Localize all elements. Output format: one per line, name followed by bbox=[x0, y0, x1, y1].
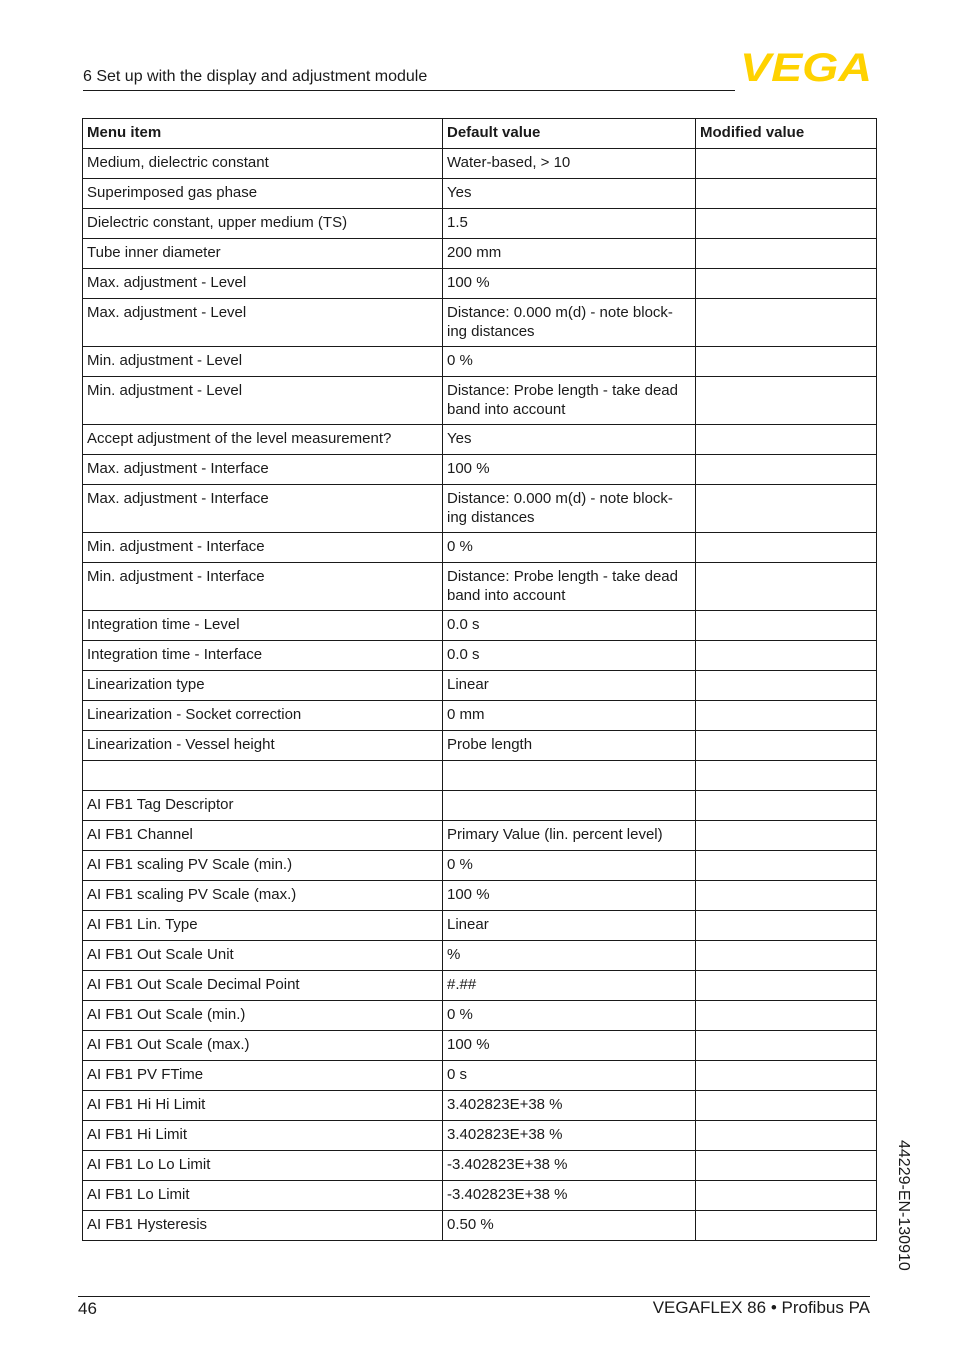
default-value-cell: -3.402823E+38 % bbox=[443, 1181, 696, 1211]
table-row bbox=[83, 1001, 877, 1031]
table-header-row bbox=[83, 119, 877, 149]
default-value-cell: % bbox=[443, 941, 696, 971]
default-value-cell: Distance: 0.000 m(d) - note block-ing distances bbox=[443, 485, 696, 533]
menu-item-cell: Min. adjustment - Level bbox=[83, 377, 443, 425]
table-row bbox=[83, 611, 877, 641]
table-row bbox=[83, 851, 877, 881]
modified-value-cell bbox=[696, 1151, 877, 1181]
default-value-cell: 0.0 s bbox=[443, 641, 696, 671]
table-row bbox=[83, 239, 877, 269]
document-code: 44229-EN-130910 bbox=[895, 1140, 912, 1271]
vega-logo bbox=[740, 50, 874, 84]
modified-value-cell bbox=[696, 1211, 877, 1241]
default-value-cell: Linear bbox=[443, 671, 696, 701]
menu-item-cell: AI FB1 Out Scale Unit bbox=[83, 941, 443, 971]
table-row bbox=[83, 377, 877, 425]
menu-item-cell: Accept adjustment of the level measurement? bbox=[83, 425, 443, 455]
default-value-cell: 0.50 % bbox=[443, 1211, 696, 1241]
modified-value-cell bbox=[696, 731, 877, 761]
default-value-cell: 3.402823E+38 % bbox=[443, 1091, 696, 1121]
menu-item-cell: Integration time - Interface bbox=[83, 641, 443, 671]
menu-item-cell: AI FB1 Lo Lo Limit bbox=[83, 1151, 443, 1181]
menu-item-cell: AI FB1 scaling PV Scale (max.) bbox=[83, 881, 443, 911]
menu-item-cell: Medium, dielectric constant bbox=[83, 149, 443, 179]
menu-item-cell: Tube inner diameter bbox=[83, 239, 443, 269]
modified-value-cell bbox=[696, 701, 877, 731]
default-value-cell: 0.0 s bbox=[443, 611, 696, 641]
modified-value-cell bbox=[696, 455, 877, 485]
modified-value-cell bbox=[696, 1061, 877, 1091]
modified-value-cell bbox=[696, 179, 877, 209]
menu-item-cell: Min. adjustment - Interface bbox=[83, 563, 443, 611]
modified-value-cell bbox=[696, 671, 877, 701]
table-row bbox=[83, 269, 877, 299]
footer-divider bbox=[78, 1296, 870, 1297]
menu-item-cell: AI FB1 Hysteresis bbox=[83, 1211, 443, 1241]
table-row bbox=[83, 1091, 877, 1121]
modified-value-cell bbox=[696, 821, 877, 851]
page-number: 46 bbox=[78, 1299, 97, 1318]
column-header-menu-item: Menu item bbox=[83, 119, 443, 149]
table-row bbox=[83, 149, 877, 179]
modified-value-cell bbox=[696, 1091, 877, 1121]
table-row bbox=[83, 179, 877, 209]
modified-value-cell bbox=[696, 851, 877, 881]
modified-value-cell bbox=[696, 209, 877, 239]
default-value-cell: Distance: 0.000 m(d) - note block-ing distances bbox=[443, 299, 696, 347]
menu-item-cell: Max. adjustment - Level bbox=[83, 269, 443, 299]
menu-item-cell: AI FB1 Out Scale Decimal Point bbox=[83, 971, 443, 1001]
table-row bbox=[83, 425, 877, 455]
modified-value-cell bbox=[696, 377, 877, 425]
menu-item-cell: Integration time - Level bbox=[83, 611, 443, 641]
menu-item-cell: Linearization type bbox=[83, 671, 443, 701]
parameter-table bbox=[82, 118, 877, 1241]
default-value-cell: 3.402823E+38 % bbox=[443, 1121, 696, 1151]
table-row bbox=[83, 1061, 877, 1091]
default-value-cell: Probe length bbox=[443, 731, 696, 761]
menu-item-cell: Dielectric constant, upper medium (TS) bbox=[83, 209, 443, 239]
default-value-cell: #.## bbox=[443, 971, 696, 1001]
modified-value-cell bbox=[696, 941, 877, 971]
default-value-cell: 100 % bbox=[443, 455, 696, 485]
menu-item-cell: AI FB1 scaling PV Scale (min.) bbox=[83, 851, 443, 881]
table-row bbox=[83, 731, 877, 761]
table-row bbox=[83, 299, 877, 347]
modified-value-cell bbox=[696, 791, 877, 821]
modified-value-cell bbox=[696, 971, 877, 1001]
default-value-cell: 1.5 bbox=[443, 209, 696, 239]
logo-wordmark: VEGA bbox=[740, 50, 872, 84]
footer-product-name: VEGAFLEX 86 • Profibus PA bbox=[652, 1298, 870, 1317]
menu-item-cell: AI FB1 Lin. Type bbox=[83, 911, 443, 941]
menu-item-cell: AI FB1 Hi Limit bbox=[83, 1121, 443, 1151]
table-row bbox=[83, 1181, 877, 1211]
default-value-cell: 100 % bbox=[443, 881, 696, 911]
menu-item-cell: Max. adjustment - Interface bbox=[83, 485, 443, 533]
modified-value-cell bbox=[696, 761, 877, 791]
table-row bbox=[83, 1121, 877, 1151]
menu-item-cell: Superimposed gas phase bbox=[83, 179, 443, 209]
default-value-cell: 0 % bbox=[443, 851, 696, 881]
modified-value-cell bbox=[696, 1001, 877, 1031]
default-value-cell: 0 % bbox=[443, 533, 696, 563]
table-row bbox=[83, 563, 877, 611]
table-row bbox=[83, 821, 877, 851]
table-row bbox=[83, 761, 877, 791]
header-divider bbox=[83, 90, 735, 91]
modified-value-cell bbox=[696, 347, 877, 377]
modified-value-cell bbox=[696, 425, 877, 455]
menu-item-cell: Linearization - Vessel height bbox=[83, 731, 443, 761]
table-row bbox=[83, 701, 877, 731]
default-value-cell: 100 % bbox=[443, 269, 696, 299]
modified-value-cell bbox=[696, 485, 877, 533]
modified-value-cell bbox=[696, 563, 877, 611]
modified-value-cell bbox=[696, 1031, 877, 1061]
table-row bbox=[83, 485, 877, 533]
default-value-cell: 0 s bbox=[443, 1061, 696, 1091]
default-value-cell: 200 mm bbox=[443, 239, 696, 269]
table-row bbox=[83, 941, 877, 971]
table-row bbox=[83, 209, 877, 239]
modified-value-cell bbox=[696, 881, 877, 911]
menu-item-cell: AI FB1 Out Scale (min.) bbox=[83, 1001, 443, 1031]
menu-item-cell: AI FB1 Channel bbox=[83, 821, 443, 851]
default-value-cell: 0 mm bbox=[443, 701, 696, 731]
menu-item-cell: AI FB1 PV FTime bbox=[83, 1061, 443, 1091]
default-value-cell: 0 % bbox=[443, 347, 696, 377]
section-title: 6 Set up with the display and adjustment module bbox=[83, 68, 428, 85]
table-row bbox=[83, 347, 877, 377]
column-header-modified-value: Modified value bbox=[696, 119, 877, 149]
menu-item-cell: Max. adjustment - Level bbox=[83, 299, 443, 347]
menu-item-cell: AI FB1 Hi Hi Limit bbox=[83, 1091, 443, 1121]
default-value-cell: Yes bbox=[443, 425, 696, 455]
default-value-cell: Linear bbox=[443, 911, 696, 941]
modified-value-cell bbox=[696, 533, 877, 563]
default-value-cell: -3.402823E+38 % bbox=[443, 1151, 696, 1181]
modified-value-cell bbox=[696, 911, 877, 941]
modified-value-cell bbox=[696, 1181, 877, 1211]
modified-value-cell bbox=[696, 1121, 877, 1151]
table-row bbox=[83, 911, 877, 941]
menu-item-cell: Min. adjustment - Level bbox=[83, 347, 443, 377]
default-value-cell: Yes bbox=[443, 179, 696, 209]
modified-value-cell bbox=[696, 239, 877, 269]
table-row bbox=[83, 671, 877, 701]
modified-value-cell bbox=[696, 299, 877, 347]
menu-item-cell: Linearization - Socket correction bbox=[83, 701, 443, 731]
table-row bbox=[83, 533, 877, 563]
table-row bbox=[83, 791, 877, 821]
modified-value-cell bbox=[696, 269, 877, 299]
menu-item-cell: AI FB1 Out Scale (max.) bbox=[83, 1031, 443, 1061]
default-value-cell bbox=[443, 761, 696, 791]
modified-value-cell bbox=[696, 611, 877, 641]
table-row bbox=[83, 971, 877, 1001]
default-value-cell bbox=[443, 791, 696, 821]
modified-value-cell bbox=[696, 641, 877, 671]
menu-item-cell: Max. adjustment - Interface bbox=[83, 455, 443, 485]
column-header-default-value: Default value bbox=[443, 119, 696, 149]
default-value-cell: Primary Value (lin. percent level) bbox=[443, 821, 696, 851]
table-row bbox=[83, 641, 877, 671]
default-value-cell: Distance: Probe length - take dead band into account bbox=[443, 377, 696, 425]
table-row bbox=[83, 1031, 877, 1061]
modified-value-cell bbox=[696, 149, 877, 179]
menu-item-cell: AI FB1 Tag Descriptor bbox=[83, 791, 443, 821]
table-row bbox=[83, 1151, 877, 1181]
default-value-cell: 0 % bbox=[443, 1001, 696, 1031]
default-value-cell: Water-based, > 10 bbox=[443, 149, 696, 179]
menu-item-cell: AI FB1 Lo Limit bbox=[83, 1181, 443, 1211]
default-value-cell: 100 % bbox=[443, 1031, 696, 1061]
table-row bbox=[83, 1211, 877, 1241]
default-value-cell: Distance: Probe length - take dead band into account bbox=[443, 563, 696, 611]
table-body bbox=[83, 149, 877, 1241]
table-row bbox=[83, 455, 877, 485]
menu-item-cell: Min. adjustment - Interface bbox=[83, 533, 443, 563]
menu-item-cell bbox=[83, 761, 443, 791]
table-row bbox=[83, 881, 877, 911]
